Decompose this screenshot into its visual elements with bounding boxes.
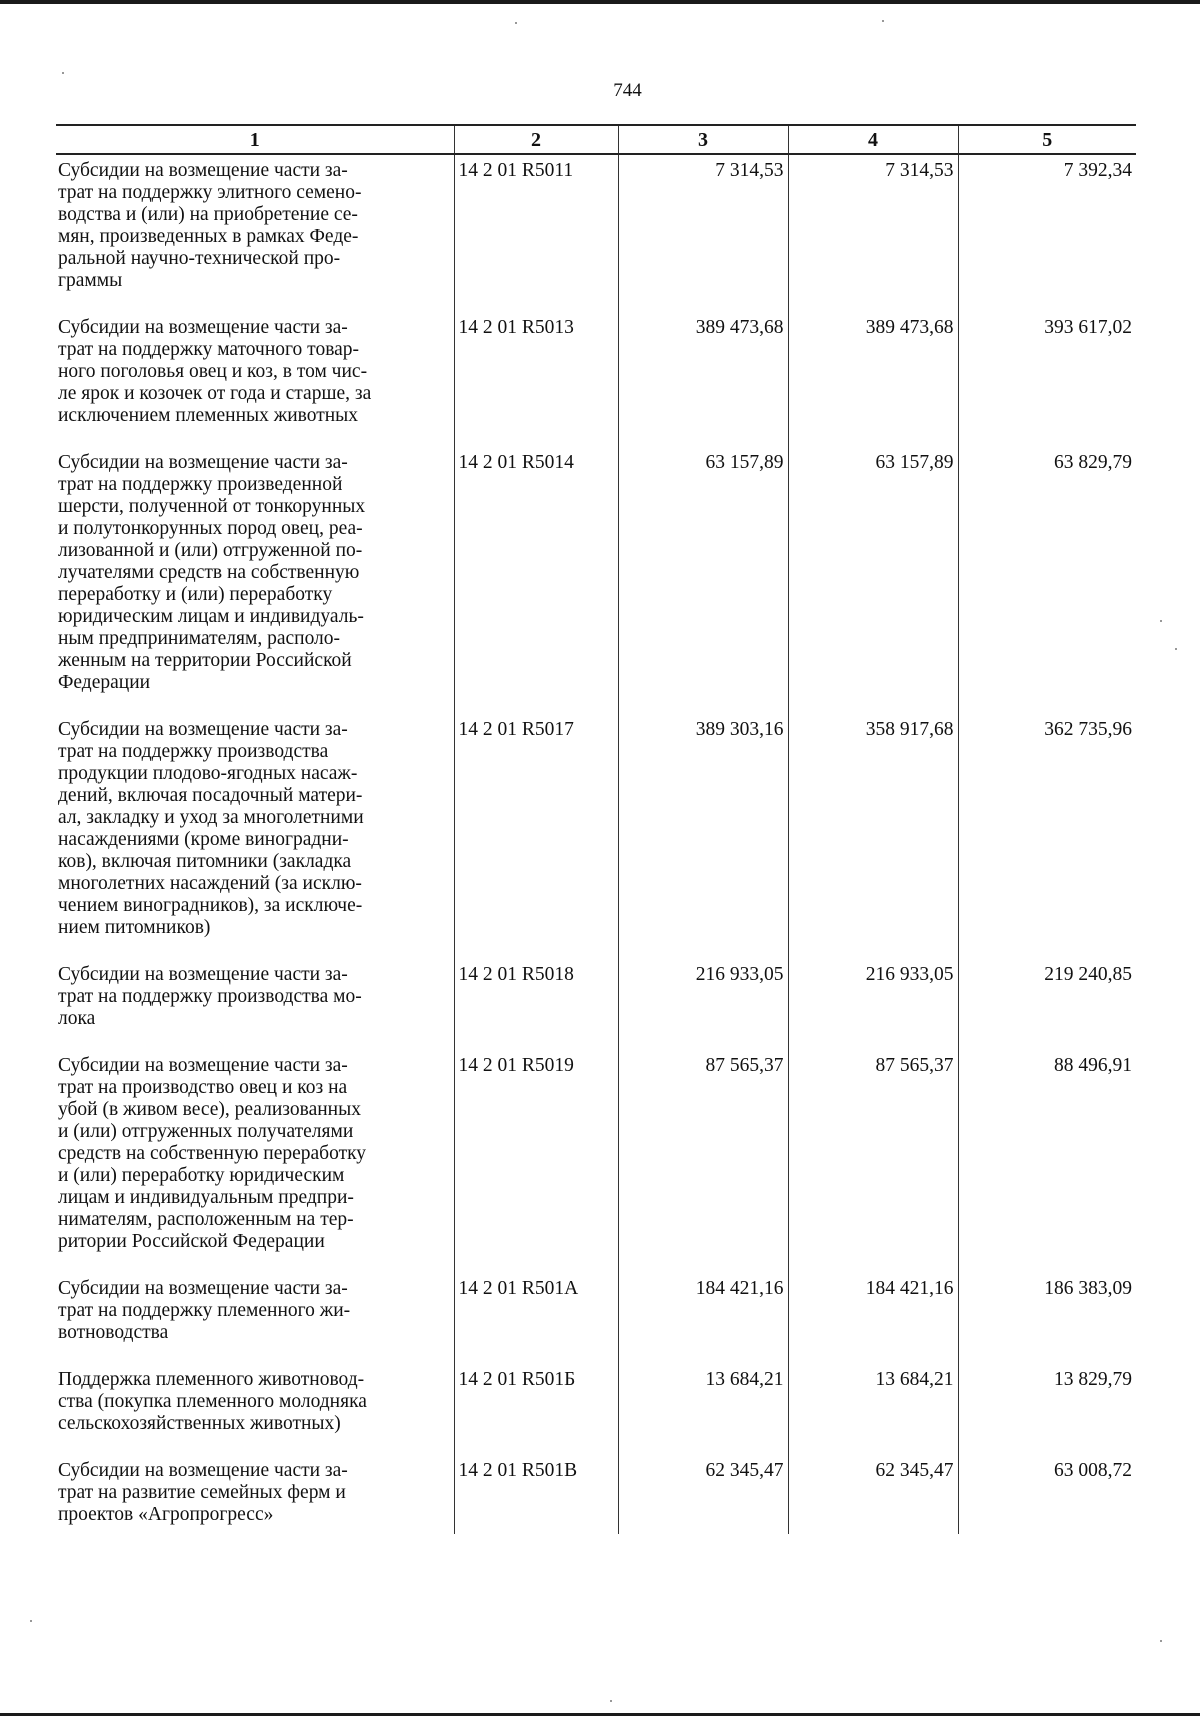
row-value-col3: 63 157,89 — [618, 447, 788, 714]
table-row — [56, 154, 1136, 312]
bottom-scan-border — [0, 1713, 1200, 1716]
row-name-cell — [56, 959, 454, 1050]
table-row — [56, 312, 1136, 447]
row-value-col4: 62 345,47 — [788, 1455, 958, 1534]
row-value-col3: 389 303,16 — [618, 714, 788, 959]
row-value-col4: 13 684,21 — [788, 1364, 958, 1455]
row-value-col4: 389 473,68 — [788, 312, 958, 447]
row-name: Субсидии на возмещение части за- трат на поддержку производства продукции плодово-ягодных насаж- дений, включая посадочный матери- ал, закладку и уход за многолетними насаждениями (кроме виноградни- ков), включая питомники (закладка многолетних насаждений (за исклю- чением виноградников), за исключе- нием питомников) — [58, 719, 364, 938]
row-name: Поддержка племенного животновод- ства (покупка племенного молодняка сельскохозяйственных животных) — [58, 1369, 367, 1434]
row-value-col5: 393 617,02 — [958, 312, 1136, 447]
table-row — [56, 1455, 1136, 1534]
scan-speck — [882, 20, 884, 22]
scan-speck — [1160, 1640, 1162, 1642]
column-header-3: 3 — [618, 125, 788, 154]
row-name-cell — [56, 154, 454, 312]
row-value-col3: 7 314,53 — [618, 154, 788, 312]
row-name: Субсидии на возмещение части за- трат на поддержку племенного жи- вотноводства — [58, 1278, 351, 1343]
row-value-col4: 184 421,16 — [788, 1273, 958, 1364]
row-value-col3: 62 345,47 — [618, 1455, 788, 1534]
row-name: Субсидии на возмещение части за- трат на развитие семейных ферм и проектов «Агропрогресс» — [58, 1460, 348, 1525]
row-value-col3: 216 933,05 — [618, 959, 788, 1050]
page-number: 744 — [613, 80, 642, 101]
budget-table — [56, 124, 1136, 1534]
column-header-1: 1 — [56, 125, 454, 154]
table-row — [56, 1273, 1136, 1364]
scan-speck — [515, 22, 517, 24]
table-row — [56, 447, 1136, 714]
row-value-col4: 63 157,89 — [788, 447, 958, 714]
row-code: 14 2 01 R5014 — [454, 447, 618, 714]
row-value-col3: 389 473,68 — [618, 312, 788, 447]
row-code: 14 2 01 R5013 — [454, 312, 618, 447]
row-value-col3: 184 421,16 — [618, 1273, 788, 1364]
row-value-col3: 87 565,37 — [618, 1050, 788, 1273]
row-value-col5: 88 496,91 — [958, 1050, 1136, 1273]
table-row — [56, 714, 1136, 959]
row-name: Субсидии на возмещение части за- трат на поддержку произведенной шерсти, полученной от тонкорунных и полутонкорунных пород овец, реа- лизованной и (или) отгруженной по- лучателями средств на собственную переработку и (или) переработку юридическим лицам и индивидуаль- ным предпринимателям, располо- женным на территории Российской Федерации — [58, 452, 366, 693]
row-name: Субсидии на возмещение части за- трат на поддержку производства мо- лока — [58, 964, 362, 1029]
row-value-col5: 63 008,72 — [958, 1455, 1136, 1534]
row-value-col4: 7 314,53 — [788, 154, 958, 312]
scan-speck — [30, 1620, 32, 1622]
row-name: Субсидии на возмещение части за- трат на поддержку элитного семено- водства и (или) на приобретение се- мян, произведенных в рамках Феде- ральной научно-технической про- граммы — [58, 160, 362, 291]
row-name-cell — [56, 1455, 454, 1534]
row-value-col5: 7 392,34 — [958, 154, 1136, 312]
row-name-cell — [56, 714, 454, 959]
scan-speck — [610, 1700, 612, 1702]
table-row — [56, 1050, 1136, 1273]
column-header-2: 2 — [454, 125, 618, 154]
row-value-col5: 186 383,09 — [958, 1273, 1136, 1364]
scan-speck — [1175, 648, 1177, 650]
row-value-col4: 216 933,05 — [788, 959, 958, 1050]
row-value-col3: 13 684,21 — [618, 1364, 788, 1455]
column-header-4: 4 — [788, 125, 958, 154]
row-value-col5: 63 829,79 — [958, 447, 1136, 714]
row-value-col4: 87 565,37 — [788, 1050, 958, 1273]
row-value-col5: 13 829,79 — [958, 1364, 1136, 1455]
row-value-col5: 219 240,85 — [958, 959, 1136, 1050]
row-code: 14 2 01 R5019 — [454, 1050, 618, 1273]
row-code: 14 2 01 R5017 — [454, 714, 618, 959]
column-header-5: 5 — [958, 125, 1136, 154]
row-name-cell — [56, 1050, 454, 1273]
scan-speck — [1160, 620, 1162, 622]
top-scan-border — [0, 0, 1200, 4]
header-row — [56, 125, 1136, 154]
row-name-cell — [56, 1364, 454, 1455]
row-code: 14 2 01 R501В — [454, 1455, 618, 1534]
table-row — [56, 959, 1136, 1050]
row-value-col5: 362 735,96 — [958, 714, 1136, 959]
row-name-cell — [56, 312, 454, 447]
row-name: Субсидии на возмещение части за- трат на производство овец и коз на убой (в живом весе), реализованных и (или) отгруженных получателями средств на собственную переработку и (или) переработку юридическим лицам и индивидуальным предпри- нимателям, расположенным на тер- ритории Российской Федерации — [58, 1055, 367, 1252]
row-name-cell — [56, 1273, 454, 1364]
row-name-cell — [56, 447, 454, 714]
row-value-col4: 358 917,68 — [788, 714, 958, 959]
row-code: 14 2 01 R5018 — [454, 959, 618, 1050]
row-name: Субсидии на возмещение части за- трат на поддержку маточного товар- ного поголовья овец и коз, в том чис- ле ярок и козочек от года и старше, за исключением племенных животных — [58, 317, 372, 426]
scan-speck — [62, 72, 64, 74]
row-code: 14 2 01 R5011 — [454, 154, 618, 312]
row-code: 14 2 01 R501А — [454, 1273, 618, 1364]
row-code: 14 2 01 R501Б — [454, 1364, 618, 1455]
table-row — [56, 1364, 1136, 1455]
